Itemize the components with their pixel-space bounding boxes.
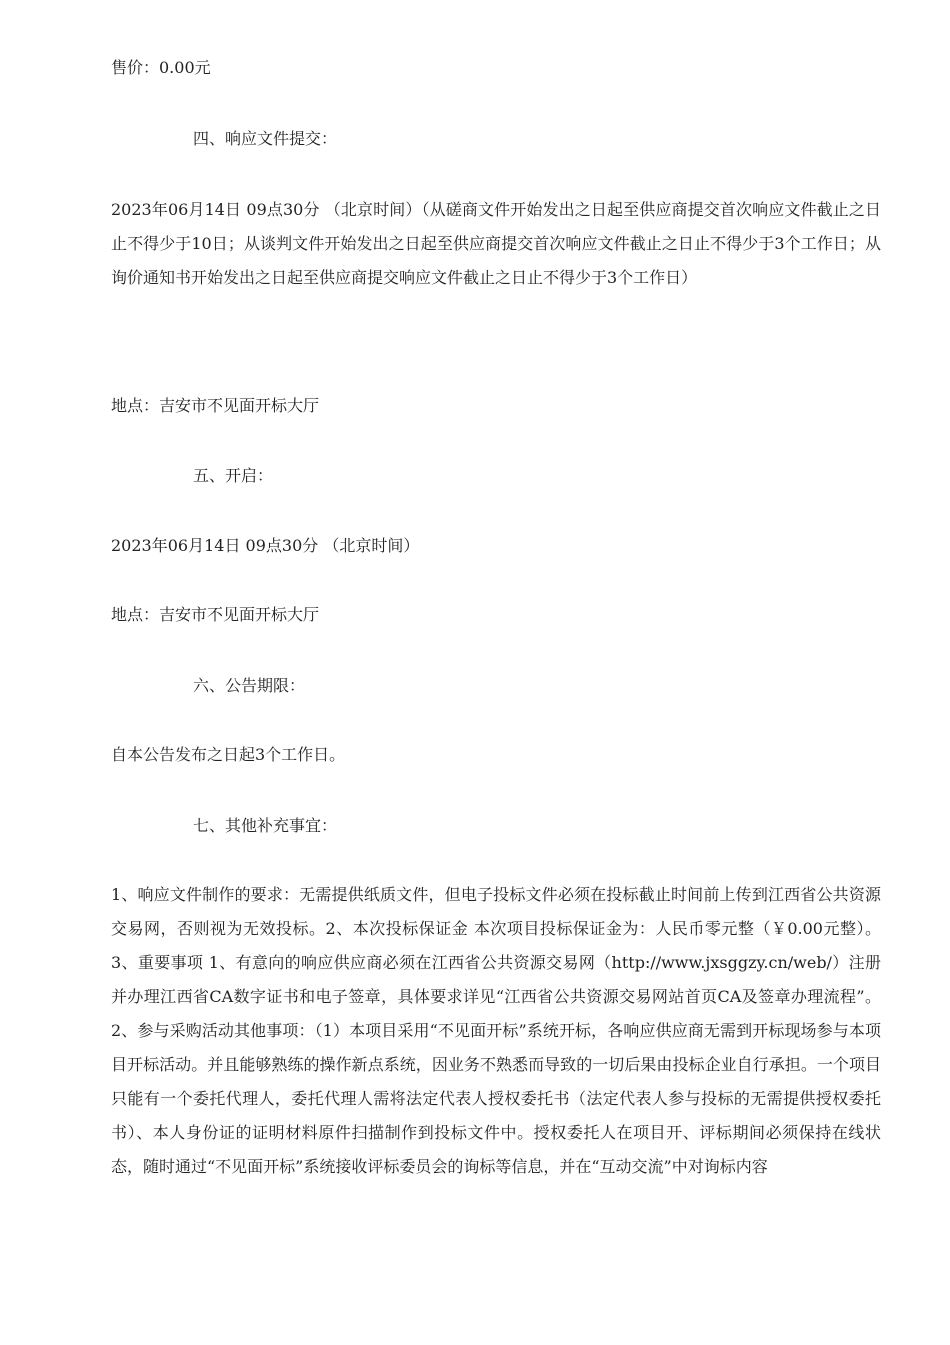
section-7-paragraph: 1、响应文件制作的要求：无需提供纸质文件，但电子投标文件必须在投标截止时间前上传到江西省公共资源交易网，否则视为无效投标。2、本次投标保证金 本次项目投标保证金为：人民币零元整（￥0.00元整）。3、重要事项 1、有意向的响应供应商必须在江西省公共资源交易网（http://www.jxsggzy.cn/web/）注册并办理江西省CA数字证书和电子签章，具体要求详见“江西省公共资源交易网站首页CA及签章办理流程”。2、参与采购活动其他事项：（1）本项目采用“不见面开标”系统开标，各响应供应商无需到开标现场参与本项目开标活动。并且能够熟练的操作新点系统，因业务不熟悉而导致的一切后果由投标企业自行承担。一个项目只能有一个委托代理人，委托代理人需将法定代表人授权委托书（法定代表人参与投标的无需提供授权委托书）、本人身份证的证明材料原件扫描制作到投标文件中。授权委托人在项目开、评标期间必须保持在线状态，随时通过“不见面开标”系统接收评标委员会的询标等信息，并在“互动交流”中对询标内容 <box>111 885 881 1176</box>
section-5-heading: 五、开启： <box>193 466 274 485</box>
section-4-paragraph: 2023年06月14日 09点30分 （北京时间）（从磋商文件开始发出之日起至供应商提交首次响应文件截止之日止不得少于10日；从谈判文件开始发出之日起至供应商提交首次响应文件截止之日止不得少于3个工作日；从询价通知书开始发出之日起至供应商提交响应文件截止之日止不得少于3个工作日） <box>111 200 881 287</box>
section-7-heading: 七、其他补充事宜： <box>193 816 338 835</box>
section-4-heading: 四、响应文件提交： <box>193 129 338 148</box>
price-line: 售价：0.00元 <box>111 58 211 77</box>
section-5-time: 2023年06月14日 09点30分 （北京时间） <box>111 536 420 555</box>
section-6-heading: 六、公告期限： <box>193 676 306 695</box>
section-4-location: 地点：吉安市不见面开标大厅 <box>111 396 320 415</box>
section-5-location: 地点：吉安市不见面开标大厅 <box>111 605 320 624</box>
section-6-text: 自本公告发布之日起3个工作日。 <box>111 745 346 764</box>
